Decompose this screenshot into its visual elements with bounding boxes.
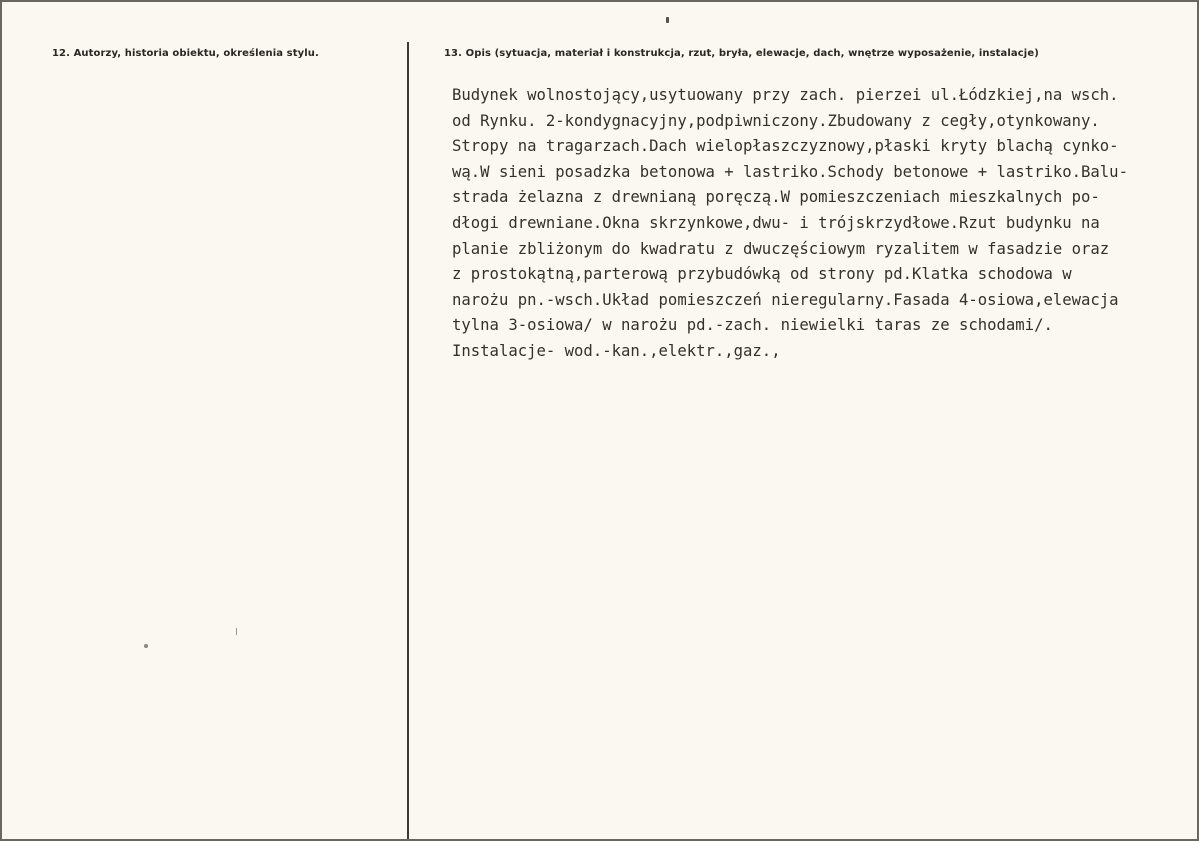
- typed-line: z prostokątną,parterową przybudówką od strony pd.Klatka schodowa w: [452, 265, 1072, 284]
- typed-line: tylna 3-osiowa/ w narożu pd.-zach. niewielki taras ze schodami/.: [452, 316, 1053, 335]
- typed-line: dłogi drewniane.Okna skrzynkowe,dwu- i trójskrzydłowe.Rzut budynku na: [452, 213, 1100, 232]
- ink-speck: [144, 644, 148, 648]
- column-divider: [407, 42, 409, 839]
- typed-line: planie zbliżonym do kwadratu z dwuczęściowym ryzalitem w fasadzie oraz: [452, 239, 1110, 258]
- typed-description: [452, 83, 1192, 365]
- typed-line: strada żelazna z drewnianą poręczą.W pomieszczeniach mieszkalnych po-: [452, 188, 1100, 207]
- typed-line: Stropy na tragarzach.Dach wielopłaszczyznowy,płaski kryty blachą cynko-: [452, 137, 1119, 156]
- typed-line: od Rynku. 2-kondygnacyjny,podpiwniczony.Zbudowany z cegły,otynkowany.: [452, 111, 1100, 130]
- typed-line: Instalacje- wod.-kan.,elektr.,gaz.,: [452, 341, 781, 360]
- typed-line: narożu pn.-wsch.Układ pomieszczeń nieregularny.Fasada 4-osiowa,elewacja: [452, 290, 1119, 309]
- typed-line: Budynek wolnostojący,usytuowany przy zach. pierzei ul.Łódzkiej,na wsch.: [452, 86, 1119, 104]
- ink-speck: [236, 628, 237, 635]
- section-12-heading: 12. Autorzy, historia obiektu, określenia stylu.: [52, 48, 319, 59]
- typed-line: wą.W sieni posadzka betonowa + lastriko.Schody betonowe + lastriko.Balu-: [452, 162, 1128, 181]
- section-13-heading: 13. Opis (sytuacja, materiał i konstrukcja, rzut, bryła, elewacje, dach, wnętrze wyposażenie, instalacje): [444, 48, 1039, 59]
- right-section: [410, 4, 1197, 839]
- left-section: [4, 4, 408, 839]
